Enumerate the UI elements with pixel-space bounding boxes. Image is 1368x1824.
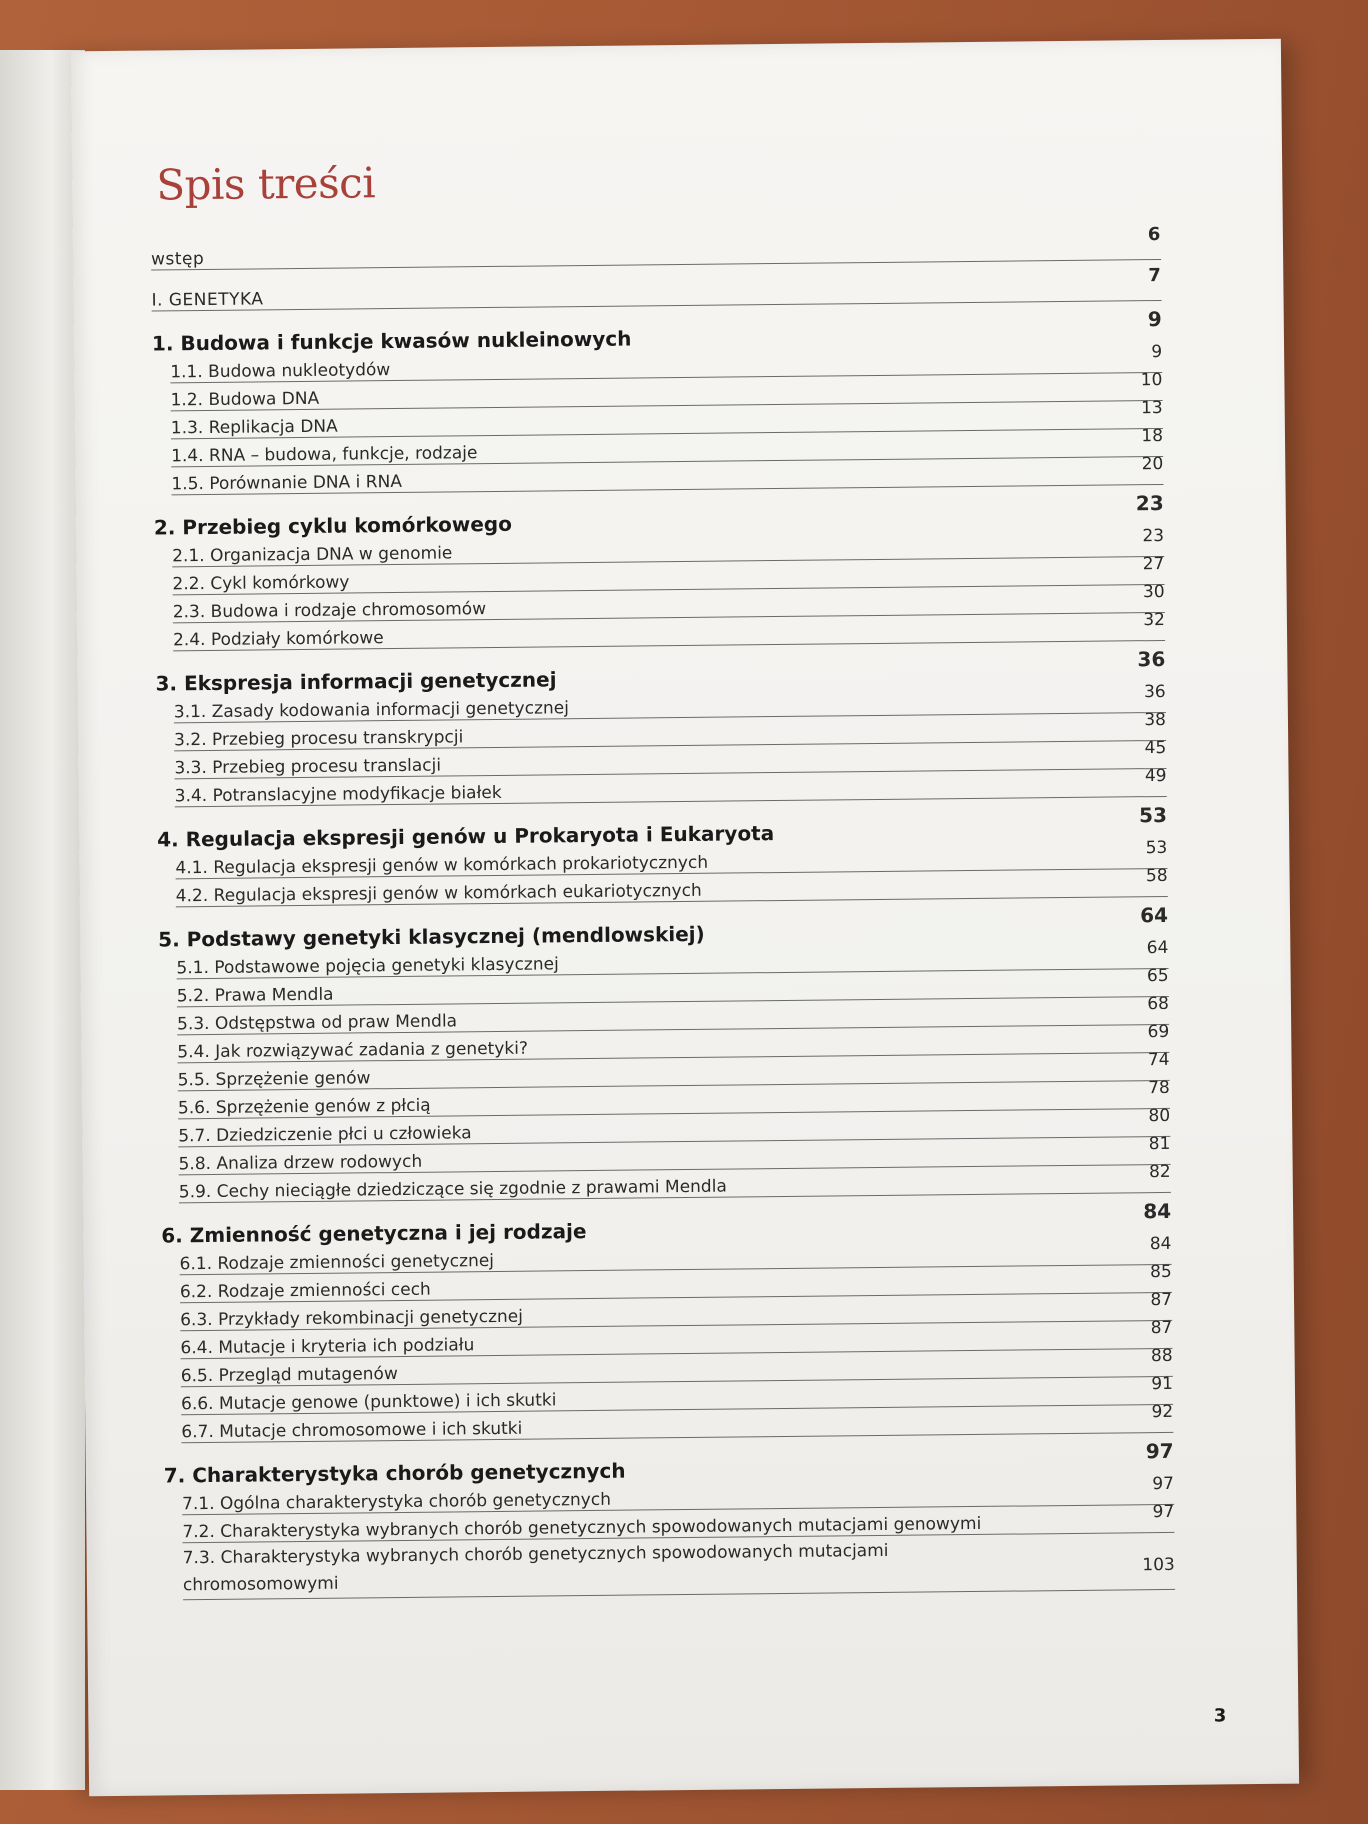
toc-entry-label: 2. Przebieg cyklu komórkowego <box>153 511 513 540</box>
toc-entry-label: 3.2. Przebieg procesu transkrypcji <box>174 727 464 751</box>
toc-page-number: 97 <box>1152 1501 1175 1523</box>
toc-entry-label: 5.8. Analiza drzew rodowych <box>178 1151 423 1175</box>
table-of-contents <box>150 150 1175 1600</box>
toc-page-number: 68 <box>1147 993 1170 1015</box>
previous-page-edge <box>0 50 85 1790</box>
toc-entry-label: 4.1. Regulacja ekspresji genów w komórkach prokariotycznych <box>175 852 709 879</box>
toc-entry-label: 6.7. Mutacje chromosomowe i ich skutki <box>181 1418 523 1443</box>
toc-entry-label: 5.5. Sprzężenie genów <box>177 1068 371 1091</box>
toc-entry-label: 1.5. Porównanie DNA i RNA <box>171 471 403 495</box>
toc-entry-label: 3.3. Przebieg procesu translacji <box>174 755 442 779</box>
toc-page-number: 81 <box>1148 1133 1171 1155</box>
toc-page-number: 13 <box>1140 397 1163 419</box>
toc-page-number: 74 <box>1147 1049 1170 1071</box>
toc-page-number: 80 <box>1148 1105 1171 1127</box>
toc-entry-label: 1.2. Budowa DNA <box>170 388 320 411</box>
toc-entry-label: 4.2. Regulacja ekspresji genów w komórkach eukariotycznych <box>175 880 702 907</box>
toc-page-number: 84 <box>1149 1233 1172 1255</box>
toc-entry-label: 5.4. Jak rozwiązywać zadania z genetyki? <box>177 1038 529 1063</box>
toc-entry-label: 6.4. Mutacje i kryteria ich podziału <box>180 1335 475 1359</box>
toc-page-number: 91 <box>1151 1373 1174 1395</box>
toc-entry-label: 7. Charakterystyka chorób genetycznych <box>163 1458 626 1488</box>
toc-entry-label: 2.4. Podziały komórkowe <box>172 628 384 651</box>
toc-entry-label: 2.3. Budowa i rodzaje chromosomów <box>172 599 487 623</box>
toc-entry-label: 1.4. RNA – budowa, funkcje, rodzaje <box>171 443 478 467</box>
toc-page-number: 53 <box>1138 802 1168 828</box>
toc-page-number: 87 <box>1150 1289 1173 1311</box>
toc-page-number: 7 <box>1148 264 1162 287</box>
toc-page-number: 64 <box>1146 937 1169 959</box>
toc-page-number: 65 <box>1146 965 1169 987</box>
toc-page-number: 64 <box>1140 902 1169 928</box>
toc-page-number: 45 <box>1144 737 1167 759</box>
toc-page-number: 69 <box>1147 1021 1170 1043</box>
toc-entry-label: 7.1. Ogólna charakterystyka chorób genetycznych <box>182 1489 612 1515</box>
toc-section-row <box>183 1533 1176 1600</box>
toc-entry-label: 3.1. Zasady kodowania informacji genetycznej <box>173 698 570 723</box>
toc-entry-label: 5. Podstawy genetyki klasycznej (mendlowskiej) <box>158 921 705 952</box>
toc-page-number: 103 <box>1142 1554 1175 1576</box>
toc-page-number: 18 <box>1141 425 1164 447</box>
toc-page-number: 32 <box>1143 609 1166 631</box>
toc-page-number: 9 <box>1151 341 1163 363</box>
toc-page-number: 30 <box>1142 581 1165 603</box>
toc-page-number: 36 <box>1137 646 1166 672</box>
toc-page-number: 23 <box>1142 525 1165 547</box>
toc-entry-label: 5.1. Podstawowe pojęcia genetyki klasycznej <box>176 954 559 979</box>
toc-entry-label: 6.5. Przegląd mutagenów <box>180 1364 398 1387</box>
toc-entry-label: 1. Budowa i funkcje kwasów nukleinowych <box>151 326 632 356</box>
toc-entry-label: 3.4. Potranslacyjne modyfikacje białek <box>174 782 502 807</box>
toc-page-number: 10 <box>1140 369 1163 391</box>
toc-entry-label: 2.1. Organizacja DNA w genomie <box>172 543 453 567</box>
toc-page-number: 6 <box>1147 223 1161 246</box>
toc-page-number: 53 <box>1145 837 1168 859</box>
toc-entry-label: 3. Ekspresja informacji genetycznej <box>155 667 557 696</box>
toc-page-number: 27 <box>1142 553 1165 575</box>
toc-page-number: 20 <box>1141 453 1164 475</box>
toc-entry-label: wstęp <box>150 248 205 270</box>
toc-entry-label: 6.1. Rodzaje zmienności genetycznej <box>179 1251 495 1275</box>
toc-entry-label: 7.2. Charakterystyka wybranych chorób genetycznych spowodowanych mutacjami genowymi <box>182 1513 982 1543</box>
toc-entry-label: 5.9. Cechy nieciągłe dziedziczące się zgodnie z prawami Mendla <box>178 1176 727 1203</box>
toc-page-number: 87 <box>1150 1317 1173 1339</box>
toc-entry-label: 6. Zmienność genetyczna i jej rodzaje <box>161 1219 587 1248</box>
toc-page-number: 23 <box>1135 490 1164 516</box>
toc-page-number: 36 <box>1143 681 1166 703</box>
toc-entry-label: I. GENETYKA <box>151 289 264 311</box>
toc-title: Spis treści <box>156 158 376 210</box>
toc-entry-label: 4. Regulacja ekspresji genów u Prokaryota i Eukaryota <box>157 821 775 852</box>
toc-page-number: 92 <box>1151 1401 1174 1423</box>
page-number: 3 <box>1213 1705 1227 1727</box>
toc-page-number: 58 <box>1145 865 1168 887</box>
toc-page-number: 78 <box>1148 1077 1170 1099</box>
toc-page-number: 97 <box>1145 1438 1174 1464</box>
toc-part-row <box>151 262 1161 312</box>
toc-page-number: 38 <box>1144 709 1167 731</box>
toc-entry-label: 1.1. Budowa nukleotydów <box>170 360 391 383</box>
toc-page-number: 88 <box>1150 1345 1173 1367</box>
toc-entry-label: 2.2. Cykl komórkowy <box>172 572 350 595</box>
toc-entry-label: 6.3. Przykłady rekombinacji genetycznej <box>180 1306 524 1331</box>
toc-page-number: 82 <box>1148 1161 1171 1183</box>
toc-entry-label: 5.3. Odstępstwa od praw Mendla <box>176 1011 458 1035</box>
toc-entry-label: 6.6. Mutacje genowe (punktowe) i ich skutki <box>180 1390 557 1415</box>
toc-entry-label: 5.2. Prawa Mendla <box>176 984 334 1007</box>
toc-entry-label: 5.7. Dziedziczenie płci u człowieka <box>178 1123 472 1147</box>
toc-page-number: 84 <box>1143 1198 1172 1224</box>
toc-entry-label: 5.6. Sprzężenie genów z płcią <box>177 1095 431 1119</box>
toc-page-number: 9 <box>1147 306 1162 332</box>
toc-entry-label: 1.3. Replikacja DNA <box>170 416 338 439</box>
toc-page-number: 49 <box>1144 765 1167 787</box>
toc-entry-label: 6.2. Rodzaje zmienności cech <box>179 1279 431 1303</box>
toc-page-number: 97 <box>1152 1473 1175 1495</box>
toc-list <box>151 221 1175 1601</box>
toc-page-number: 85 <box>1149 1261 1172 1283</box>
toc-entry-label: 7.3. Charakterystyka wybranych chorób genetycznych spowodowanych mutacjami chromosomowymi <box>182 1540 889 1596</box>
book-page <box>71 39 1299 1797</box>
